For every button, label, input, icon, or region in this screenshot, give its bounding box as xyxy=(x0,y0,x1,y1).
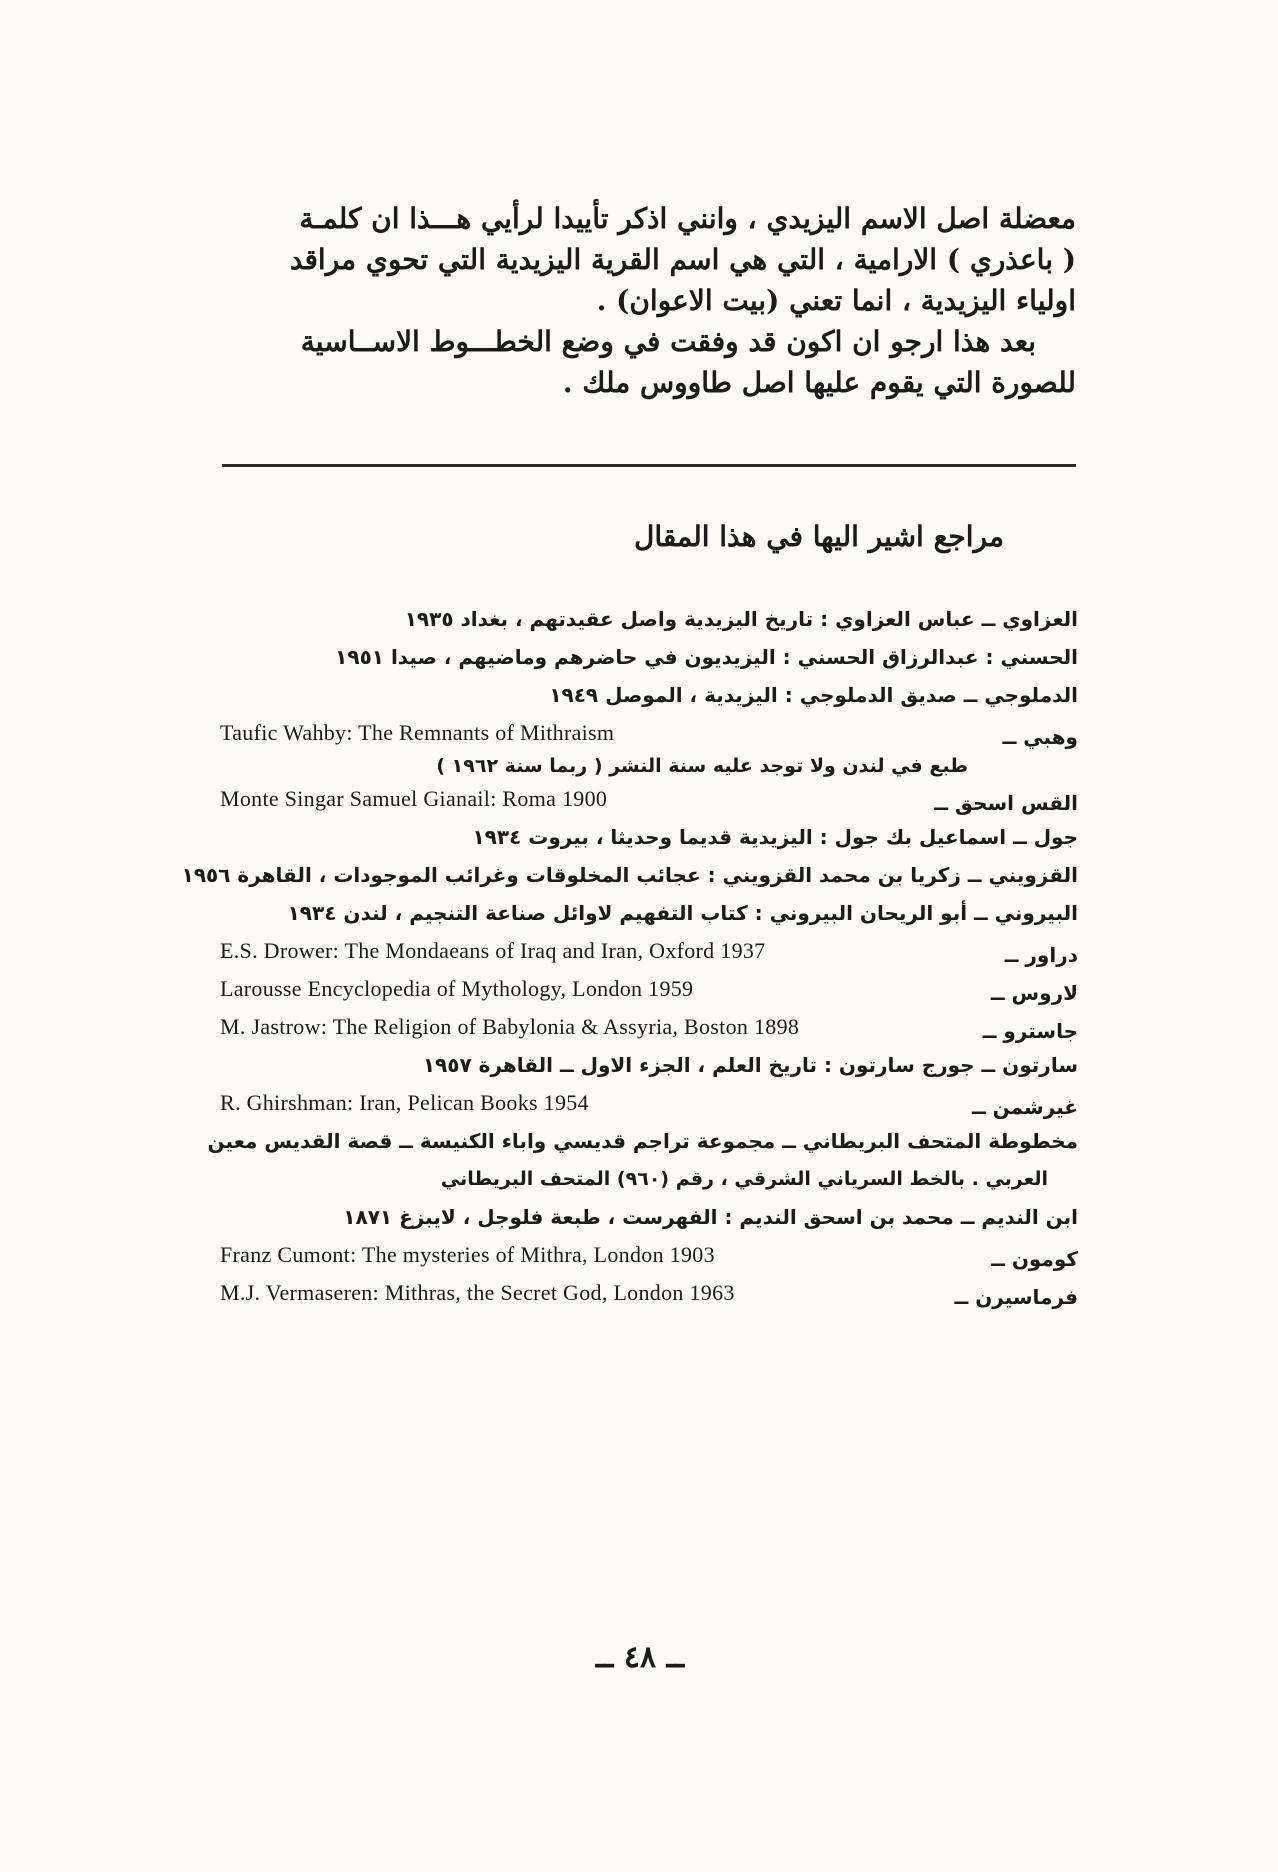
reference-entry xyxy=(218,1236,1078,1274)
reference-citation: M. Jastrow: The Religion of Babylonia & Assyria, Boston 1898 xyxy=(220,1014,800,1039)
reference-author-label: غيرشمن ــ xyxy=(972,1095,1078,1119)
references-list xyxy=(181,600,1078,1312)
paragraph-line: للصورة التي يقوم عليها اصل طاووس ملك . xyxy=(562,366,1076,399)
reference-author-label: وهبي ــ xyxy=(1002,725,1078,749)
section-divider xyxy=(222,464,1076,467)
reference-entry: الحسني : عبدالرزاق الحسني : اليزيديون في حاضرهم وماضيهم ، صيدا ١٩٥١ xyxy=(335,645,1078,669)
reference-author-label: جاسترو ــ xyxy=(982,1019,1078,1043)
reference-entry xyxy=(218,714,1078,752)
reference-entry: سارتون ــ جورج سارتون : تاريخ العلم ، الجزء الاول ــ القاهرة ١٩٥٧ xyxy=(422,1053,1078,1077)
reference-citation: E.S. Drower: The Mondaeans of Iraq and Iran, Oxford 1937 xyxy=(220,938,766,963)
reference-citation: Franz Cumont: The mysteries of Mithra, London 1903 xyxy=(220,1242,715,1267)
reference-entry: مخطوطة المتحف البريطاني ــ مجموعة تراجم قديسي واباء الكنيسة ــ قصة القديس معين xyxy=(207,1129,1078,1153)
reference-author-label: كومون ــ xyxy=(991,1247,1078,1271)
references-heading: مراجع اشير اليها في هذا المقال xyxy=(633,520,1004,553)
reference-entry: جول ــ اسماعيل بك جول : اليزيدية قديما وحديثا ، بيروت ١٩٣٤ xyxy=(472,825,1078,849)
reference-citation: Larousse Encyclopedia of Mythology, London 1959 xyxy=(220,976,694,1001)
page-number: ــ ٤٨ ــ xyxy=(595,1640,685,1675)
reference-entry xyxy=(218,780,1078,818)
reference-citation: Taufic Wahby: The Remnants of Mithraism xyxy=(220,720,615,745)
reference-entry: ابن النديم ــ محمد بن اسحق النديم : الفهرست ، طبعة فلوجل ، لايبزغ ١٨٧١ xyxy=(343,1205,1078,1229)
paragraph-line: اولياء اليزيدية ، انما تعني (بيت الاعوان) . xyxy=(596,284,1076,317)
body-text xyxy=(220,198,1076,403)
reference-author-label: لاروس ــ xyxy=(990,981,1078,1005)
reference-entry: البيروني ــ أبو الريحان البيروني : كتاب التفهيم لاوائل صناعة التنجيم ، لندن ١٩٣٤ xyxy=(287,901,1078,925)
paragraph-line: ( باعذري ) الارامية ، التي هي اسم القرية اليزيدية التي تحوي مراقد xyxy=(289,243,1076,276)
reference-entry: القزويني ــ زكريا بن محمد القزويني : عجائب المخلوقات وغرائب الموجودات ، القاهرة ١٩٥٦ xyxy=(181,863,1078,887)
reference-entry xyxy=(218,1008,1078,1046)
reference-entry: طبع في لندن ولا توجد عليه سنة النشر ( ربما سنة ١٩٦٢ ) xyxy=(436,755,968,777)
reference-author-label: دراور ــ xyxy=(1004,943,1078,967)
reference-entry: الدملوجي ــ صديق الدملوجي : اليزيدية ، الموصل ١٩٤٩ xyxy=(549,683,1078,707)
reference-entry: العربي . بالخط السرياني الشرقي ، رقم (٩٦٠) المتحف البريطاني xyxy=(440,1168,1048,1190)
reference-entry xyxy=(218,932,1078,970)
reference-citation: M.J. Vermaseren: Mithras, the Secret God, London 1963 xyxy=(220,1280,735,1305)
reference-citation: R. Ghirshman: Iran, Pelican Books 1954 xyxy=(220,1090,589,1115)
reference-author-label: القس اسحق ــ xyxy=(934,791,1078,815)
paragraph-line: بعد هذا ارجو ان اكون قد وفقت في وضع الخطـــوط الاســاسية xyxy=(300,325,1036,358)
reference-entry xyxy=(218,1084,1078,1122)
reference-author-label: فرماسيرن ــ xyxy=(954,1285,1078,1309)
reference-entry xyxy=(218,1274,1078,1312)
reference-entry: العزاوي ــ عباس العزاوي : تاريخ اليزيدية واصل عقيدتهم ، بغداد ١٩٣٥ xyxy=(404,607,1078,631)
reference-citation: Monte Singar Samuel Gianail: Roma 1900 xyxy=(220,786,608,811)
reference-entry xyxy=(218,970,1078,1008)
paragraph-line: معضلة اصل الاسم اليزيدي ، وانني اذكر تأييدا لرأيي هـــذا ان كلمـة xyxy=(299,202,1076,235)
